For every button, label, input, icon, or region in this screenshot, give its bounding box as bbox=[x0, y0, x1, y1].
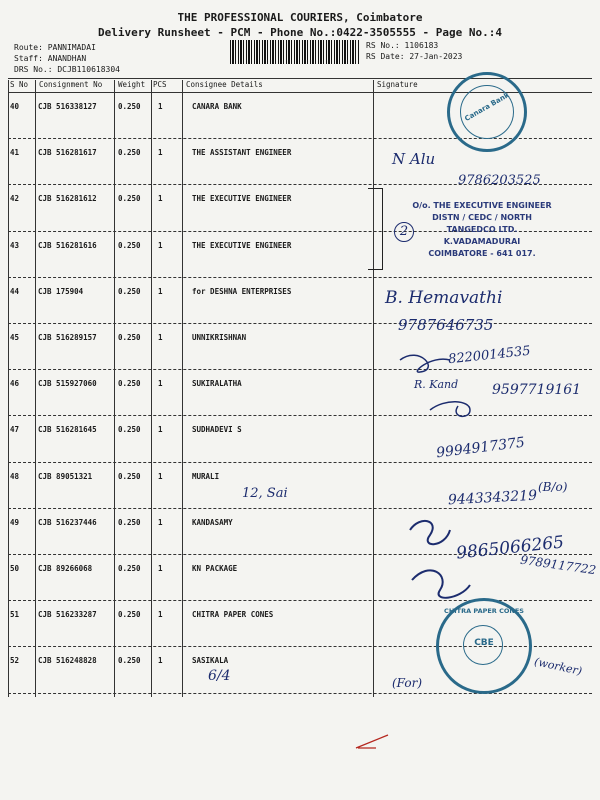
row-weight: 0.250 bbox=[118, 333, 141, 342]
seal-ring-text: CHITRA PAPER CONES bbox=[444, 607, 524, 615]
row-consignment: CJB 516281612 bbox=[38, 194, 97, 204]
row-consignment: CJB 516248828 bbox=[38, 656, 97, 666]
signature-42-mark: 2 bbox=[394, 222, 414, 242]
signature-48-tag: (B/o) bbox=[538, 480, 568, 494]
row-weight: 0.250 bbox=[118, 148, 141, 158]
row-weight: 0.250 bbox=[118, 610, 141, 620]
signature-52-worker: (worker) bbox=[533, 655, 584, 678]
row-pcs: 1 bbox=[158, 194, 163, 204]
col-consignment: Consignment No bbox=[39, 80, 103, 89]
row-consignee: THE ASSISTANT ENGINEER bbox=[192, 148, 292, 158]
row-sno: 50 bbox=[10, 564, 20, 573]
staff-label: Staff: ANANDHAN bbox=[14, 54, 87, 63]
row-consignment: CJB 516281617 bbox=[38, 148, 97, 158]
row-sno: 48 bbox=[10, 471, 20, 481]
seal-center-text: CBE bbox=[474, 638, 494, 648]
col-sno: S No bbox=[10, 80, 29, 89]
row-consignment: CJB 516237446 bbox=[38, 517, 97, 527]
row-pcs: 1 bbox=[158, 610, 163, 620]
row-pcs: 1 bbox=[158, 564, 163, 573]
signature-52-for: (For) bbox=[392, 676, 422, 690]
row-consignment: CJB 89051321 bbox=[38, 471, 93, 481]
row-consignee: THE EXECUTIVE ENGINEER bbox=[192, 194, 292, 204]
signature-46-name: R. Kand bbox=[414, 378, 459, 391]
col-weight: Weight bbox=[118, 80, 146, 89]
signature-46-phone: 9597719161 bbox=[492, 382, 582, 398]
row-consignment: CJB 516338127 bbox=[38, 102, 97, 111]
signature-44-name: B. Hemavathi bbox=[385, 288, 503, 308]
row-consignee: KANDASAMY bbox=[192, 517, 233, 527]
row-weight: 0.250 bbox=[118, 425, 141, 435]
row-pcs: 1 bbox=[158, 286, 163, 296]
row-pcs: 1 bbox=[158, 240, 163, 250]
stamp-line: O/o. THE EXECUTIVE ENGINEER bbox=[412, 201, 552, 210]
row-consignee: UNNIKRISHNAN bbox=[192, 333, 247, 342]
row-weight: 0.250 bbox=[118, 286, 141, 296]
red-pen-mark bbox=[356, 735, 388, 748]
page-title: THE PROFESSIONAL COURIERS, Coimbatore bbox=[177, 11, 423, 24]
row-consignment: CJB 516289157 bbox=[38, 333, 97, 342]
row-consignee: CHITRA PAPER CONES bbox=[192, 610, 274, 620]
row-consignment: CJB 516281645 bbox=[38, 425, 97, 435]
row-pcs: 1 bbox=[158, 517, 163, 527]
signature-50-phone: 9789117722 bbox=[519, 552, 597, 578]
runsheet-subtitle: Delivery Runsheet - PCM - Phone No.:0422-3505555 - Page No.:4 bbox=[98, 26, 502, 39]
row-consignment: CJB 515927060 bbox=[38, 379, 97, 389]
stamp-line: K.VADAMADURAI bbox=[443, 237, 521, 246]
row-weight: 0.250 bbox=[118, 517, 141, 527]
signature-41-name: N Alu bbox=[392, 150, 436, 168]
row-consignee: MURALI bbox=[192, 471, 220, 481]
row-sno: 41 bbox=[10, 148, 20, 158]
signature-44-phone: 9787646735 bbox=[398, 316, 494, 334]
row-consignee: KN PACKAGE bbox=[192, 564, 238, 573]
row-pcs: 1 bbox=[158, 102, 163, 111]
row-weight: 0.250 bbox=[118, 564, 141, 573]
row-pcs: 1 bbox=[158, 656, 163, 666]
row-pcs: 1 bbox=[158, 425, 163, 435]
row-consignee: THE EXECUTIVE ENGINEER bbox=[192, 240, 292, 250]
row-weight: 0.250 bbox=[118, 656, 141, 666]
row-consignment: CJB 516281616 bbox=[38, 240, 97, 250]
row-sno: 44 bbox=[10, 286, 20, 296]
row-pcs: 1 bbox=[158, 379, 163, 389]
row-sno: 45 bbox=[10, 333, 20, 342]
signature-49-phone: 9865066265 bbox=[455, 532, 565, 564]
row-sno: 42 bbox=[10, 194, 20, 204]
signature-45-phone: 8220014535 bbox=[447, 343, 532, 368]
row-consignee: for DESHNA ENTERPRISES bbox=[192, 286, 292, 296]
signature-47-phone: 9994917375 bbox=[435, 434, 526, 462]
row-consignment: CJB 175904 bbox=[38, 286, 84, 296]
col-pcs: PCS bbox=[153, 80, 167, 89]
row-weight: 0.250 bbox=[118, 240, 141, 250]
signature-48-phone: 9443343219 bbox=[447, 487, 538, 509]
stamp-line: DISTN / CEDC / NORTH bbox=[432, 213, 532, 222]
signature-52-note: 6/4 bbox=[208, 668, 231, 684]
row-weight: 0.250 bbox=[118, 102, 141, 111]
row-consignment: CJB 89266068 bbox=[38, 564, 93, 573]
signature-48-note: 12, Sai bbox=[242, 486, 288, 501]
row-consignee: SUKIRALATHA bbox=[192, 379, 242, 389]
seal-text: Canara Bank bbox=[463, 91, 511, 123]
signature-45-scribble bbox=[400, 355, 450, 372]
row-weight: 0.250 bbox=[118, 194, 141, 204]
row-consignee: CANARA BANK bbox=[192, 102, 242, 111]
row-pcs: 1 bbox=[158, 471, 163, 481]
drs-label: DRS No.: DCJB110618304 bbox=[14, 65, 120, 74]
signature-46-scribble bbox=[430, 402, 470, 417]
row-consignment: CJB 516233287 bbox=[38, 610, 97, 620]
row-pcs: 1 bbox=[158, 333, 163, 342]
row-sno: 49 bbox=[10, 517, 20, 527]
row-sno: 51 bbox=[10, 610, 20, 620]
route-label: Route: PANNIMADAI bbox=[14, 43, 96, 52]
row-sno: 52 bbox=[10, 656, 20, 666]
row-weight: 0.250 bbox=[118, 471, 141, 481]
stamp-line: TANGEDCO LTD. bbox=[446, 225, 518, 234]
signature-41-phone: 9786203525 bbox=[458, 173, 541, 188]
row-sno: 46 bbox=[10, 379, 20, 389]
row-sno: 43 bbox=[10, 240, 20, 250]
stamp-line: COIMBATORE - 641 017. bbox=[428, 249, 536, 258]
row-weight: 0.250 bbox=[118, 379, 141, 389]
row-pcs: 1 bbox=[158, 148, 163, 158]
row-consignee: SASIKALA bbox=[192, 656, 229, 666]
signature-50-scribble bbox=[412, 570, 470, 597]
signature-49-scribble bbox=[410, 521, 450, 544]
row-consignee: SUDHADEVI S bbox=[192, 425, 242, 435]
col-consignee: Consignee Details bbox=[186, 80, 263, 89]
rs-number: RS No.: 1106183 bbox=[366, 41, 439, 50]
row-sno: 40 bbox=[10, 102, 20, 111]
rs-date: RS Date: 27-Jan-2023 bbox=[366, 52, 463, 61]
col-signature: Signature bbox=[377, 80, 418, 89]
row-sno: 47 bbox=[10, 425, 20, 435]
